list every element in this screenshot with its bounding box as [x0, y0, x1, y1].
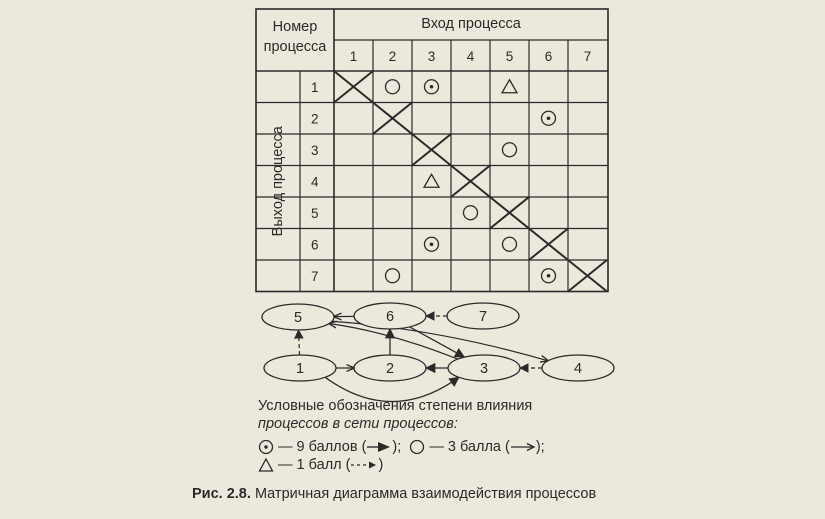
legend-title-line1: Условные обозначения степени влияния — [258, 398, 533, 414]
legend — [258, 397, 545, 474]
row-number: 5 — [311, 205, 319, 221]
circle-mark — [503, 237, 517, 251]
column-number: 1 — [349, 49, 358, 64]
legend-row-2 — [258, 456, 545, 474]
legend-item-9-close: ); — [392, 439, 402, 455]
network-edge — [299, 330, 300, 355]
process-network — [262, 303, 614, 402]
figure-caption — [192, 486, 596, 502]
row-number: 3 — [311, 142, 319, 158]
column-number: 3 — [427, 49, 436, 64]
caption-label: Рис. 2.8. — [192, 486, 251, 502]
dot-circle-center — [547, 274, 551, 278]
process-node-label: 4 — [573, 361, 583, 377]
triangle-mark — [424, 174, 439, 187]
row-header: Выход процесса — [270, 126, 286, 237]
column-number: 2 — [388, 49, 397, 64]
triangle-icon — [258, 457, 274, 473]
column-header: Вход процесса — [421, 16, 521, 32]
circle-mark — [464, 206, 478, 220]
circle-mark — [386, 80, 400, 94]
row-number: 4 — [311, 174, 319, 190]
circle-mark — [386, 269, 400, 283]
triangle-mark — [502, 80, 517, 93]
row-number: 6 — [311, 237, 319, 253]
network-edge — [410, 327, 465, 357]
thick-arrow-icon — [366, 441, 392, 453]
corner-label-line2: процесса — [263, 39, 327, 55]
legend-item-9: — 9 баллов ( — [278, 439, 367, 455]
dashed-arrow-icon — [350, 459, 378, 471]
row-number: 1 — [311, 79, 319, 95]
legend-title-line2: процессов в сети процессов: — [258, 416, 458, 432]
circle-mark — [503, 143, 517, 157]
column-number: 7 — [583, 49, 592, 64]
legend-row-1 — [258, 438, 545, 456]
process-node-label: 3 — [479, 361, 489, 377]
column-number: 4 — [466, 49, 475, 64]
column-number: 5 — [505, 49, 514, 64]
legend-item-3: — 3 балла ( — [429, 439, 510, 455]
interaction-matrix — [256, 9, 608, 292]
row-number: 7 — [311, 268, 319, 284]
dot-circle-center — [547, 116, 551, 120]
network-edge — [332, 321, 548, 361]
thin-arrow-icon — [510, 441, 536, 453]
process-node-label: 1 — [295, 361, 305, 377]
dot-circle-center — [430, 242, 434, 246]
process-node-label: 6 — [385, 309, 395, 325]
legend-item-3-close: ); — [535, 439, 545, 455]
circle-icon — [409, 439, 425, 455]
process-node-label: 7 — [478, 309, 488, 325]
caption-text: Матричная диаграмма взаимодействия процессов — [254, 486, 597, 502]
dot-circle-icon — [258, 439, 274, 455]
legend-item-1: — 1 балл ( — [278, 457, 351, 473]
legend-item-1-close: ) — [378, 457, 384, 473]
corner-label-line1: Номер — [272, 19, 318, 35]
row-number: 2 — [311, 111, 319, 127]
process-node-label: 2 — [385, 361, 395, 377]
column-number: 6 — [544, 49, 553, 64]
process-node-label: 5 — [293, 310, 303, 326]
dot-circle-center — [430, 85, 434, 89]
